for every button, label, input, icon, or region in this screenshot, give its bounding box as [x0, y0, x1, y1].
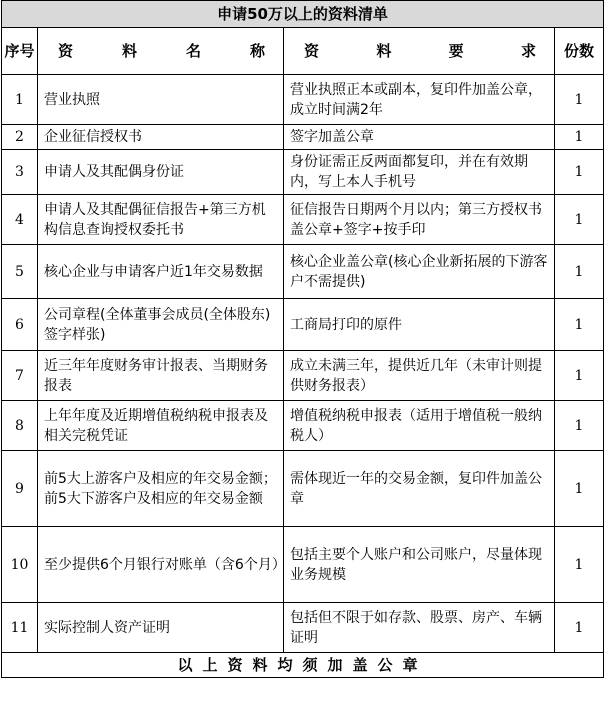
row-count: 1: [555, 245, 604, 299]
table-title: 申请50万以上的资料清单: [2, 1, 604, 28]
row-seq: 6: [2, 299, 38, 351]
row-seq: 11: [2, 603, 38, 653]
table-row: [2, 401, 604, 451]
row-requirement: 需体现近一年的交易金额，复印件加盖公章: [284, 451, 555, 527]
table-row: [2, 603, 604, 653]
row-name: 企业征信授权书: [38, 125, 284, 150]
row-name: 实际控制人资产证明: [38, 603, 284, 653]
row-count: 1: [555, 125, 604, 150]
row-requirement: 身份证需正反两面都复印，并在有效期内，写上本人手机号: [284, 150, 555, 195]
row-requirement: 包括但不限于如存款、股票、房产、车辆证明: [284, 603, 555, 653]
row-seq: 2: [2, 125, 38, 150]
row-seq: 7: [2, 351, 38, 401]
row-name: 核心企业与申请客户近1年交易数据: [38, 245, 284, 299]
footer-row: [2, 653, 604, 678]
row-count: 1: [555, 451, 604, 527]
row-requirement: 工商局打印的原件: [284, 299, 555, 351]
row-count: 1: [555, 603, 604, 653]
requirement-header: 资料要求: [284, 28, 555, 75]
row-count: 1: [555, 195, 604, 245]
materials-table: [1, 0, 604, 678]
row-count: 1: [555, 527, 604, 603]
row-name: 前5大上游客户及相应的年交易金额；前5大下游客户及相应的年交易金额: [38, 451, 284, 527]
table-row: [2, 299, 604, 351]
row-requirement: 成立未满三年，提供近几年（未审计则提供财务报表）: [284, 351, 555, 401]
row-seq: 4: [2, 195, 38, 245]
table-row: [2, 245, 604, 299]
row-name: 近三年年度财务审计报表、当期财务报表: [38, 351, 284, 401]
row-name: 上年年度及近期增值税纳税申报表及相关完税凭证: [38, 401, 284, 451]
count-header: 份数: [555, 28, 604, 75]
table-row: [2, 351, 604, 401]
row-seq: 1: [2, 75, 38, 125]
table-row: [2, 451, 604, 527]
row-seq: 3: [2, 150, 38, 195]
table-row: [2, 75, 604, 125]
table-row: [2, 527, 604, 603]
row-count: 1: [555, 351, 604, 401]
row-requirement: 包括主要个人账户和公司账户，尽量体现业务规模: [284, 527, 555, 603]
footer-note: 以上资料均须加盖公章: [2, 653, 604, 678]
row-requirement: 征信报告日期两个月以内；第三方授权书盖公章+签字+按手印: [284, 195, 555, 245]
title-row: [2, 1, 604, 28]
table-row: [2, 195, 604, 245]
row-count: 1: [555, 150, 604, 195]
row-name: 公司章程(全体董事会成员(全体股东)签字样张): [38, 299, 284, 351]
row-name: 申请人及其配偶身份证: [38, 150, 284, 195]
row-requirement: 增值税纳税申报表（适用于增值税一般纳税人）: [284, 401, 555, 451]
row-requirement: 签字加盖公章: [284, 125, 555, 150]
table-row: [2, 125, 604, 150]
row-seq: 8: [2, 401, 38, 451]
row-seq: 5: [2, 245, 38, 299]
row-seq: 10: [2, 527, 38, 603]
name-header: 资料名称: [38, 28, 284, 75]
row-count: 1: [555, 75, 604, 125]
row-count: 1: [555, 401, 604, 451]
row-requirement: 核心企业盖公章(核心企业新拓展的下游客户不需提供): [284, 245, 555, 299]
row-name: 至少提供6个月银行对账单（含6个月）: [38, 527, 284, 603]
row-seq: 9: [2, 451, 38, 527]
row-requirement: 营业执照正本或副本，复印件加盖公章，成立时间满2年: [284, 75, 555, 125]
header-row: [2, 28, 604, 75]
table-row: [2, 150, 604, 195]
row-name: 营业执照: [38, 75, 284, 125]
row-count: 1: [555, 299, 604, 351]
row-name: 申请人及其配偶征信报告+第三方机构信息查询授权委托书: [38, 195, 284, 245]
seq-header: 序号: [2, 28, 38, 75]
